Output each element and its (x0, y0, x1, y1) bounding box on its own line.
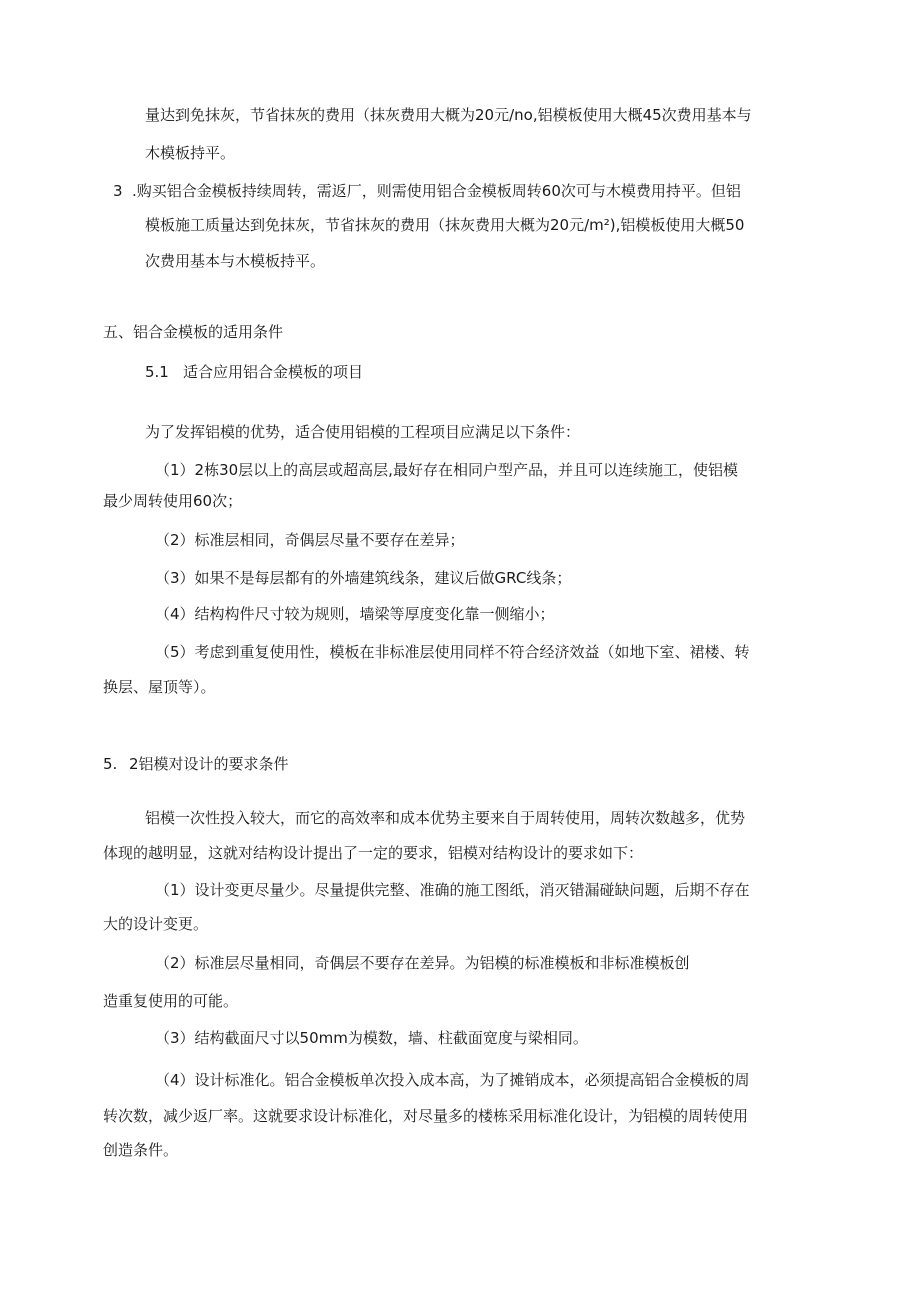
subsection-5-1-title: 适合应用铝合金模板的项目 (183, 363, 364, 381)
requirement-4-line-3: 创造条件。 (103, 1141, 179, 1159)
subsection-5-2-intro-line-1: 铝模一次性投入较大，而它的高效率和成本优势主要来自于周转使用，周转次数越多，优势 (145, 809, 746, 827)
item-3-line-1: .购买铝合金模板持续周转，需返厂，则需使用铝合金模板周转60次可与木模费用持平。但铝 (132, 182, 741, 200)
subsection-5-2-number: 5. (103, 755, 118, 773)
requirement-1-line-1: （1）设计变更尽量少。尽量提供完整、准确的施工图纸，消灭错漏碰缺问题，后期不存在 (155, 881, 750, 899)
requirement-2-line-2: 造重复使用的可能。 (103, 992, 239, 1010)
condition-1-line-1: （1）2栋30层以上的高层或超高层,最好存在相同户型产品，并且可以连续施工，使铝模 (155, 461, 738, 479)
continuation-line-2: 木模板持平。 (145, 144, 236, 162)
condition-5-line-1: （5）考虑到重复使用性，模板在非标准层使用同样不符合经济效益（如地下室、裙楼、转 (155, 643, 750, 661)
condition-5-line-2: 换层、屋顶等）。 (103, 678, 216, 696)
condition-4: （4）结构构件尺寸较为规则，墙梁等厚度变化靠一侧缩小； (155, 605, 555, 623)
item-3-line-3: 次费用基本与木模板持平。 (145, 252, 326, 270)
item-3-number: 3 (113, 182, 123, 200)
condition-2: （2）标准层相同，奇偶层尽量不要存在差异； (155, 531, 465, 549)
condition-1-line-2: 最少周转使用60次； (103, 492, 243, 510)
requirement-1-line-2: 大的设计变更。 (103, 915, 209, 933)
subsection-5-2-intro-line-2: 体现的越明显，这就对结构设计提出了一定的要求，铝模对结构设计的要求如下： (103, 844, 644, 862)
section-5-heading: 五、铝合金模板的适用条件 (103, 323, 284, 341)
item-3-line-2: 模板施工质量达到免抹灰，节省抹灰的费用（抹灰费用大概为20元/m²),铝模板使用大概50 (145, 216, 745, 234)
continuation-line-1: 量达到免抹灰，节省抹灰的费用（抹灰费用大概为20元/no,铝模板使用大概45次费用基本与 (145, 106, 752, 124)
subsection-5-1-number: 5.1 (145, 363, 169, 381)
requirement-2-line-1: （2）标准层尽量相同，奇偶层不要存在差异。为铝模的标准模板和非标准模板创 (155, 954, 690, 972)
subsection-5-1-intro: 为了发挥铝模的优势，适合使用铝模的工程项目应满足以下条件： (145, 423, 581, 441)
requirement-4-line-2: 转次数，减少返厂率。这就要求设计标准化，对尽量多的楼栋采用标准化设计，为铝模的周转使用 (103, 1107, 749, 1125)
requirement-4-line-1: （4）设计标准化。铝合金模板单次投入成本高，为了摊销成本，必须提高铝合金模板的周 (155, 1071, 750, 1089)
condition-3: （3）如果不是每层都有的外墙建筑线条，建议后做GRC线条； (155, 569, 572, 587)
subsection-5-2-title: 2铝模对设计的要求条件 (129, 755, 289, 773)
requirement-3: （3）结构截面尺寸以50mm为模数，墙、柱截面宽度与梁相同。 (155, 1029, 588, 1047)
